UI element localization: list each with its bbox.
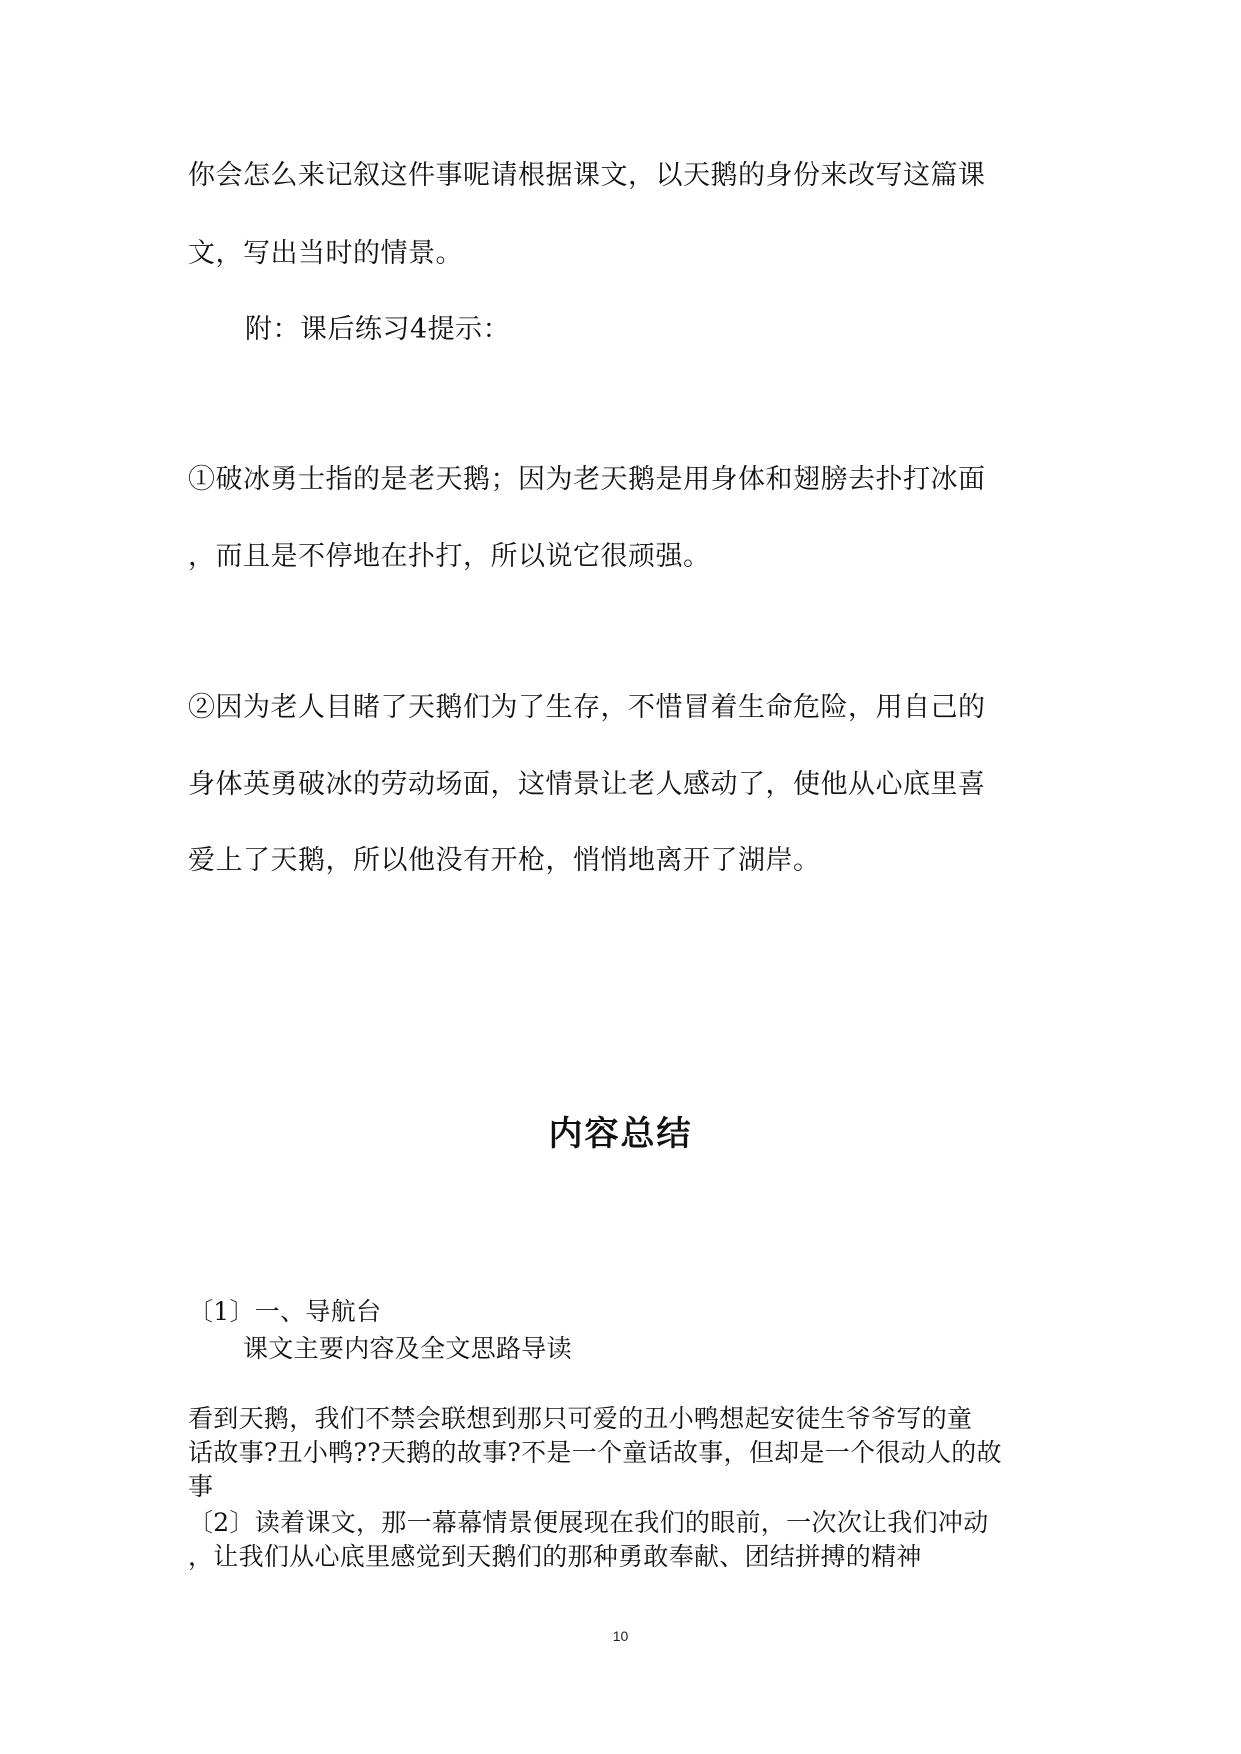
summary-heading: 内容总结 [548,1114,693,1154]
answer-2-line-1: ②因为老人目睹了天鹅们为了生存，不惜冒着生命危险，用自己的 [188,692,986,723]
summary-item-1-subtitle: 课文主要内容及全文思路导读 [243,1334,572,1363]
appendix-label: 附：课后练习4提示： [245,314,511,345]
intro-line-2: 文，写出当时的情景。 [188,238,463,269]
answer-1-line-1: ①破冰勇士指的是老天鹅；因为老天鹅是用身体和翅膀去扑打冰面 [188,464,986,495]
answer-2-line-3: 爱上了天鹅，所以他没有开枪，悄悄地离开了湖岸。 [188,845,821,876]
answer-1-line-2: ，而且是不停地在扑打，所以说它很顽强。 [188,541,711,572]
summary-item-1-title: 〔1〕一、导航台 [188,1297,382,1326]
summary-paragraph-line-1: 看到天鹅，我们不禁会联想到那只可爱的丑小鸭想起安徒生爷爷写的童 [188,1404,973,1433]
summary-paragraph-line-3: 事 [188,1472,214,1501]
summary-item-2-line-2: ，让我们从心底里感觉到天鹅们的那种勇敢奉献、团结拼搏的精神 [188,1542,922,1571]
summary-paragraph-line-2: 话故事?丑小鸭??天鹅的故事?不是一个童话故事，但却是一个很动人的故 [188,1438,1002,1467]
page-number: 10 [612,1628,629,1644]
intro-line-1: 你会怎么来记叙这件事呢请根据课文，以天鹅的身份来改写这篇课 [188,160,986,191]
answer-2-line-2: 身体英勇破冰的劳动场面，这情景让老人感动了，使他从心底里喜 [188,769,986,800]
summary-item-2-line-1: 〔2〕读着课文，那一幕幕情景便展现在我们的眼前，一次次让我们冲动 [188,1508,989,1537]
